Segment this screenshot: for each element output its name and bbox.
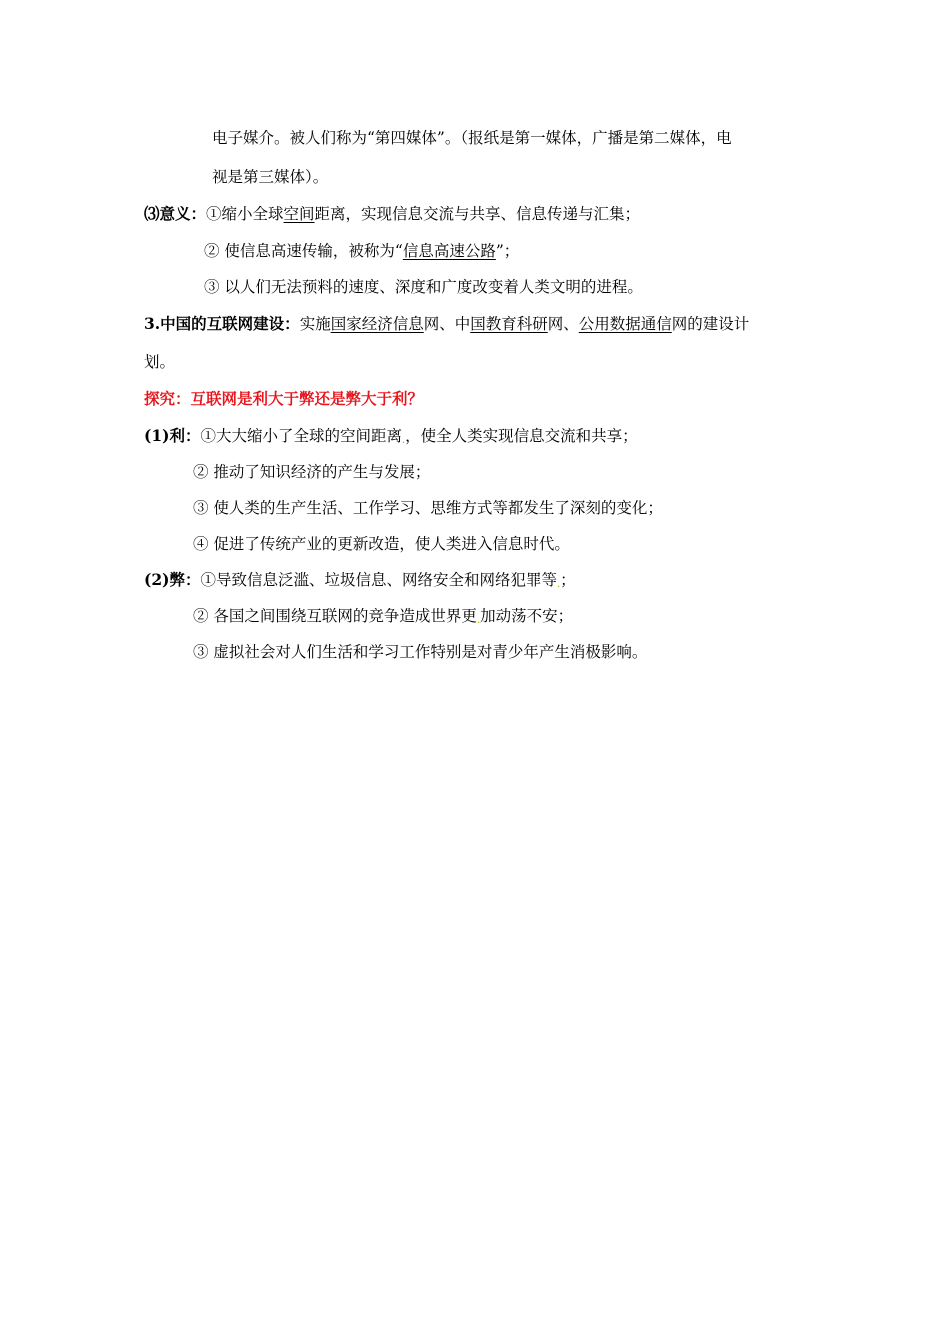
text: 网、 [547, 315, 579, 333]
section-heading: (1)利： [144, 426, 201, 445]
marker-dot: . [556, 579, 561, 590]
underlined-term: 国教育科研 [470, 315, 548, 333]
text: 电子媒介。被人们称为“第四媒体”。（报纸是第一媒体，广播是第二媒体，电 [212, 129, 732, 147]
text: 网的建设计 [671, 315, 750, 333]
text: ①导致信息泛滥、垃圾信息、网络安全和网络犯罪等 [200, 571, 557, 589]
cons-item-2 [193, 605, 573, 630]
text: 距离，实现信息交流与共享、信息传递与汇集； [314, 205, 641, 223]
underlined-term: 信息高速公路 [402, 242, 496, 260]
text: 网、中 [423, 315, 471, 333]
text: ④ 促进了传统产业的更新改造，使人类进入信息时代。 [193, 535, 570, 553]
text: ”； [495, 242, 520, 260]
china-internet-line-2 [144, 351, 175, 373]
cons-item-3 [193, 641, 647, 663]
pros-item-3 [193, 497, 663, 519]
section-heading: (2)弊： [144, 570, 201, 589]
text: ② 各国之间围绕互联网的竞争造成世界更 [193, 607, 477, 625]
text: 实施 [299, 315, 331, 333]
text: ③ 以人们无法预料的速度、深度和广度改变着人类文明的进程。 [204, 278, 643, 296]
underlined-term: 公用数据通信 [578, 315, 672, 333]
pros-item-1 [144, 425, 638, 450]
explore-heading [144, 388, 423, 410]
text: ③ 虚拟社会对人们生活和学习工作特别是对青少年产生消极影响。 [193, 643, 648, 661]
text: ② 使信息高速传输，被称为“ [204, 242, 403, 260]
underlined-term: 国家经济信息 [330, 315, 424, 333]
underlined-term: 空间 [283, 205, 315, 223]
pros-item-4 [193, 533, 570, 555]
paragraph-line [212, 166, 328, 188]
significance-item-2 [204, 240, 519, 262]
cons-item-1 [144, 569, 576, 594]
text: ③ 使人类的生产生活、工作学习、思维方式等都发生了深刻的变化； [193, 499, 663, 517]
china-internet-line [144, 313, 749, 335]
text: ①缩小全球 [206, 205, 284, 223]
text: ② 推动了知识经济的产生与发展； [193, 463, 431, 481]
marker-dot: . [476, 615, 481, 626]
significance-item-3 [204, 276, 643, 298]
text: 探究：互联网是利大于弊还是弊大于利？ [144, 389, 424, 408]
section-heading: 3.中国的互联网建设： [144, 314, 300, 333]
text: ； [560, 571, 576, 589]
marker-dot: . [401, 435, 406, 446]
text: 划。 [144, 353, 176, 371]
pros-item-2 [193, 461, 430, 483]
text: ，使全人类实现信息交流和共享； [405, 427, 638, 445]
paragraph-line [212, 127, 732, 149]
text: 视是第三媒体）。 [212, 168, 329, 186]
text: 加动荡不安； [480, 607, 574, 625]
text: ①大大缩小了全球的空间距离 [200, 427, 402, 445]
significance-item-1 [144, 203, 640, 225]
section-heading: ⑶意义： [144, 204, 207, 223]
